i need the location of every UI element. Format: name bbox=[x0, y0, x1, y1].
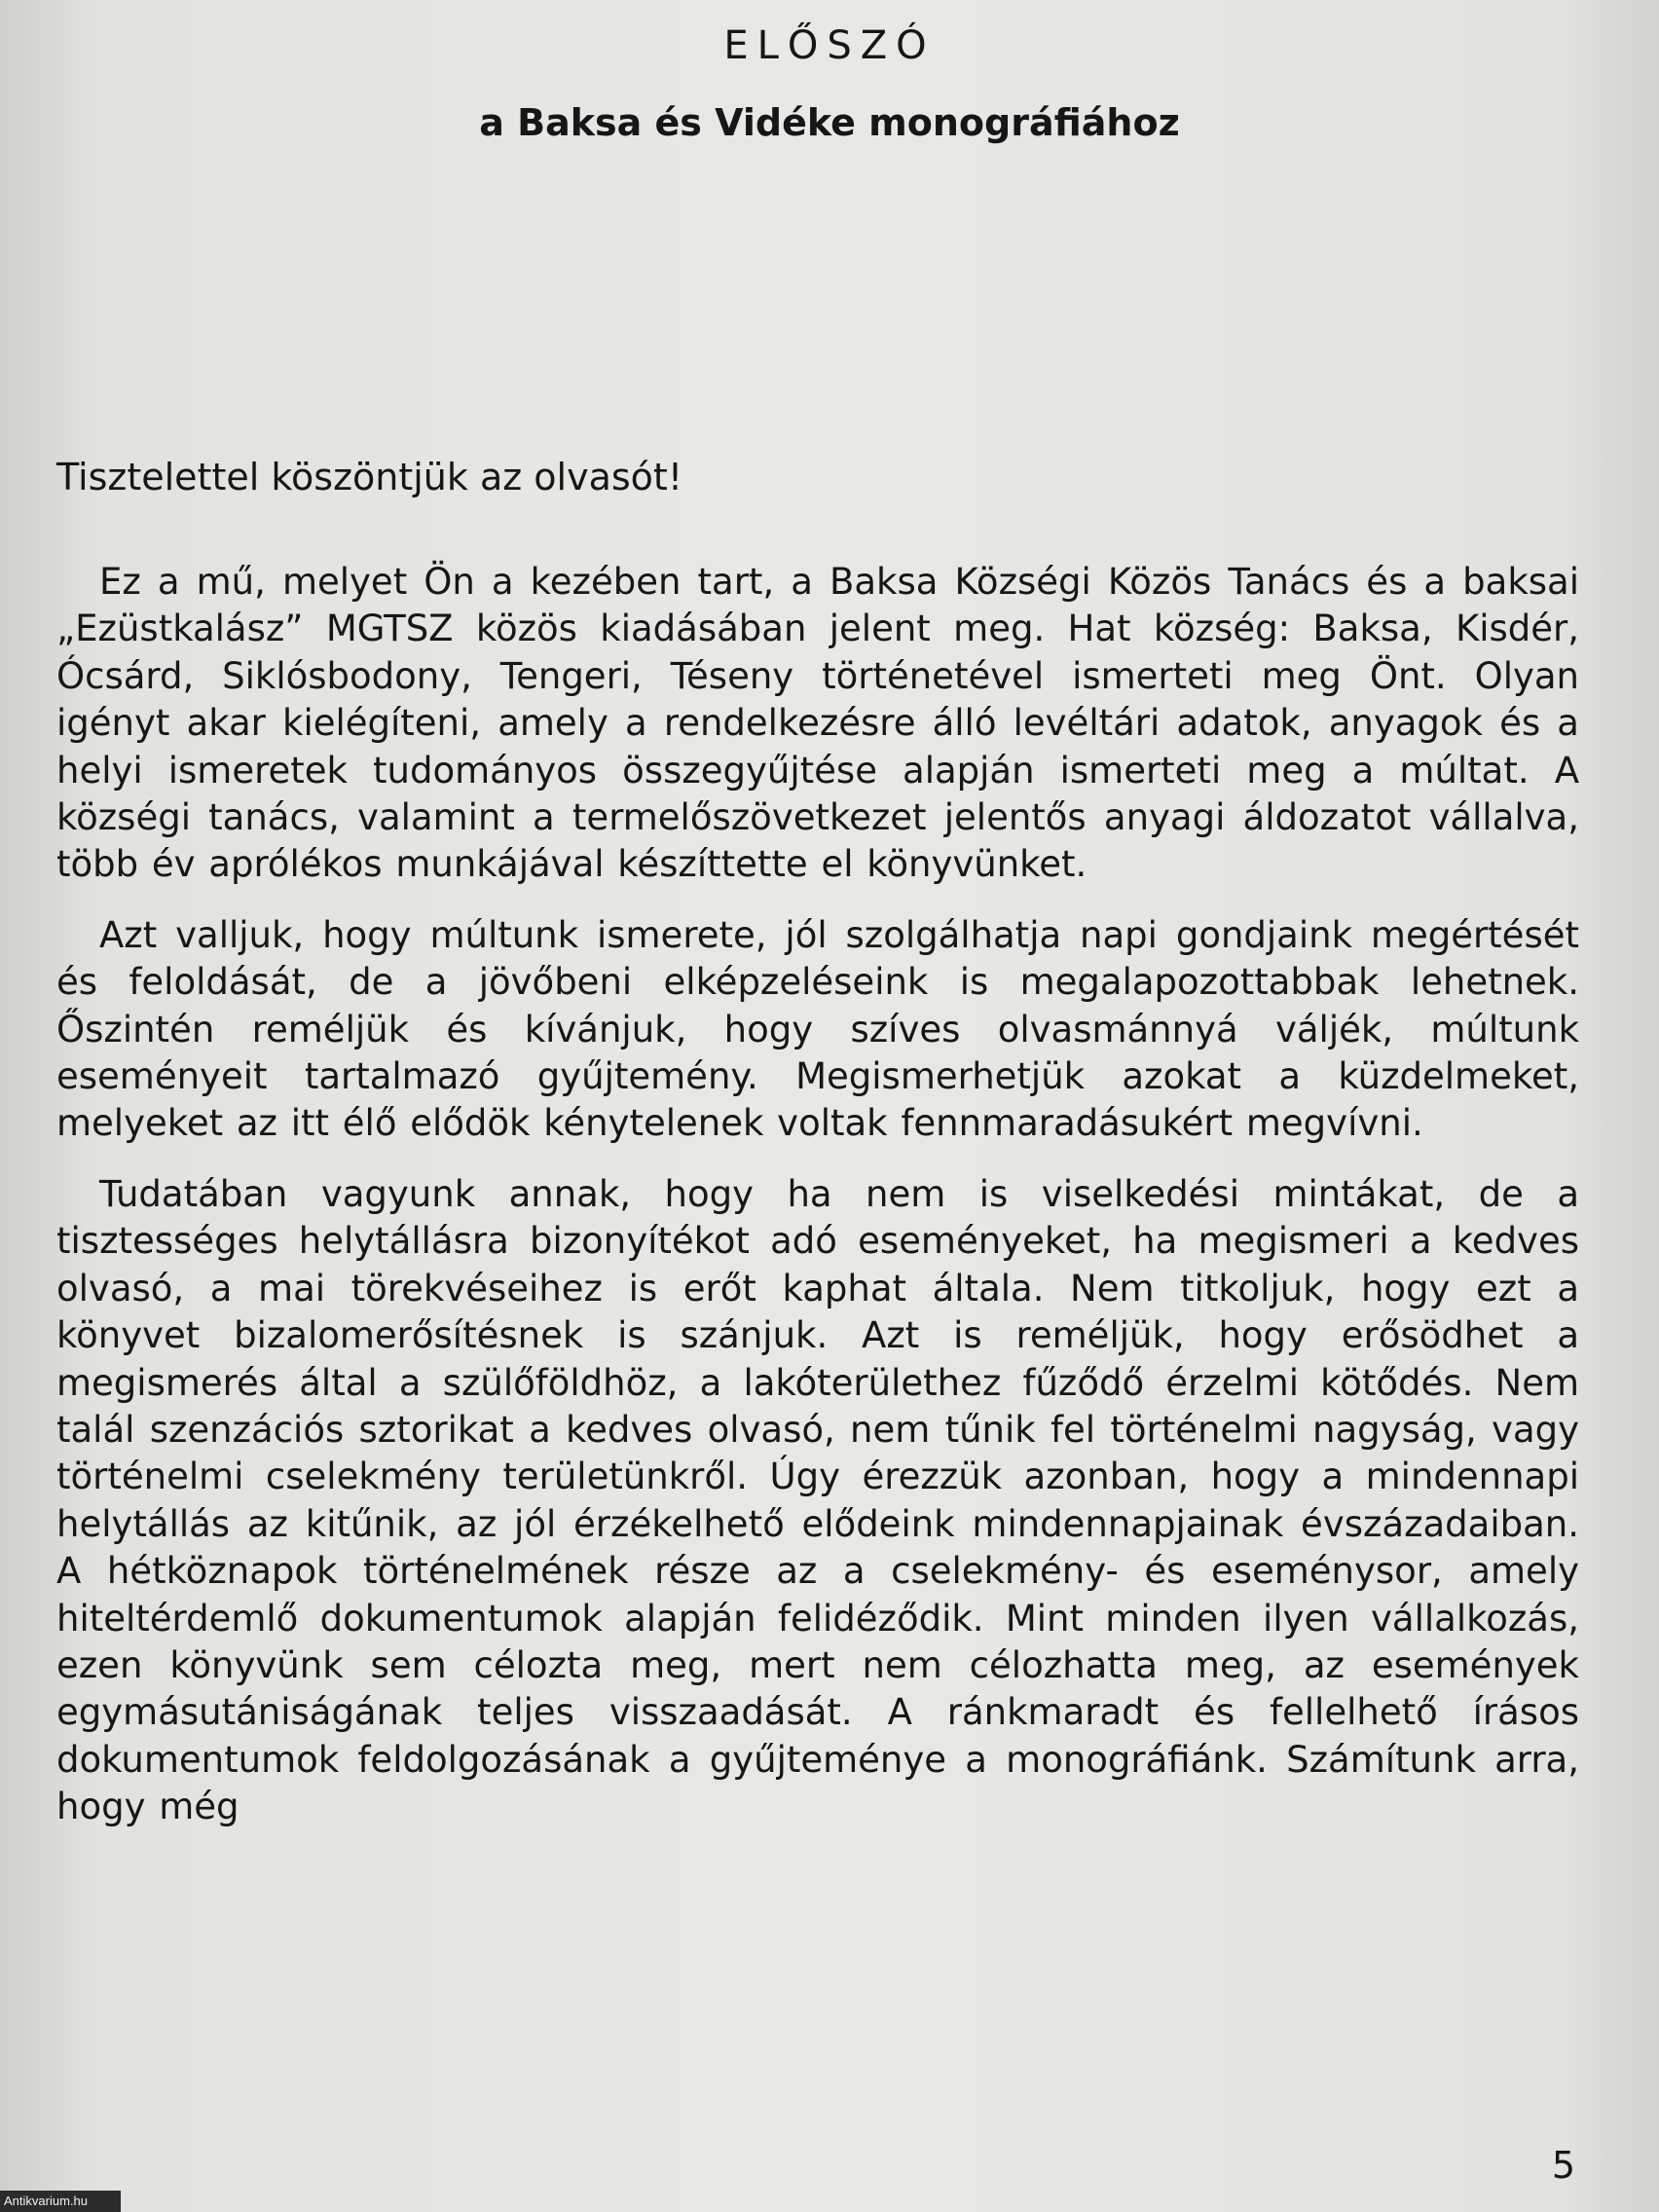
page-title: ELŐSZÓ bbox=[723, 23, 936, 68]
page-number: 5 bbox=[1551, 2144, 1575, 2187]
paragraph-2: Azt valljuk, hogy múltunk ismerete, jól szolgálhatja napi gondjaink megértését és feloldását, de a jövőbeni elképzeléseink is megalapozottabbak lehetnek. Őszintén reméljük és kívánjuk, hogy szíves olvasmánnyá váljék, múltunk eseményeit tartalmazó gyűjtemény. Megismerhetjük azokat a küzdelmeket, melyeket az itt élő elődök kénytelenek voltak fennmaradásukért megvívni. bbox=[56, 913, 1579, 1145]
paragraph-1: Ez a mű, melyet Ön a kezében tart, a Baksa Községi Közös Tanács és a baksai „Ezüstkalász” MGTSZ közös kiadásában jelent meg. Hat község: Baksa, Kisdér, Ócsárd, Siklósbodony, Tengeri, Téseny történetével ismerteti meg Önt. Olyan igényt akar kielégíteni, amely a rendelkezésre álló levéltári adatok, anyagok és a helyi ismeretek tudományos összegyűjtése alapján ismerteti meg a múltat. A községi tanács, valamint a termelőszövetkezet jelentős anyagi áldozatot vállalva, több év aprólékos munkájával készíttette el könyvünket. bbox=[56, 561, 1579, 886]
body-text bbox=[56, 559, 1579, 1855]
page-subtitle: a Baksa és Vidéke monográfiához bbox=[479, 101, 1180, 144]
watermark-label: Antikvarium.hu bbox=[0, 2191, 121, 2212]
paragraph-3: Tudatában vagyunk annak, hogy ha nem is viselkedési mintákat, de a tisztességes helytállásra bizonyítékot adó eseményeket, ha megismeri a kedves olvasó, a mai törekvéseihez is erőt kaphat általa. Nem titkoljuk, hogy ezt a könyvet bizalomerősítésnek is szánjuk. Azt is reméljük, hogy erősödhet a megismerés által a szülőföldhöz, a lakóterülethez fűződő érzelmi kötődés. Nem talál szenzációs sztorikat a kedves olvasó, nem tűnik fel történelmi nagyság, vagy történelmi cselekmény területünkről. Úgy érezzük azonban, hogy a mindennapi helytállás az kitűnik, az jól érzékelhető elődeink mindennapjainak évszázadaiban. A hétköznapok történelmének része az a cselekmény- és eseménysor, amely hiteltérdemlő dokumentumok alapján felidéződik. Mint minden ilyen vállalkozás, ezen könyvünk sem célozta meg, mert nem célozhatta meg, az események egymásutániságának teljes visszaadását. A ránkmaradt és fellelhető írásos dokumentumok feldolgozásának a gyűjteménye a monográfiánk. Számítunk arra, hogy még bbox=[56, 1172, 1579, 1828]
greeting-line: Tisztelettel köszöntjük az olvasót! bbox=[56, 456, 683, 498]
